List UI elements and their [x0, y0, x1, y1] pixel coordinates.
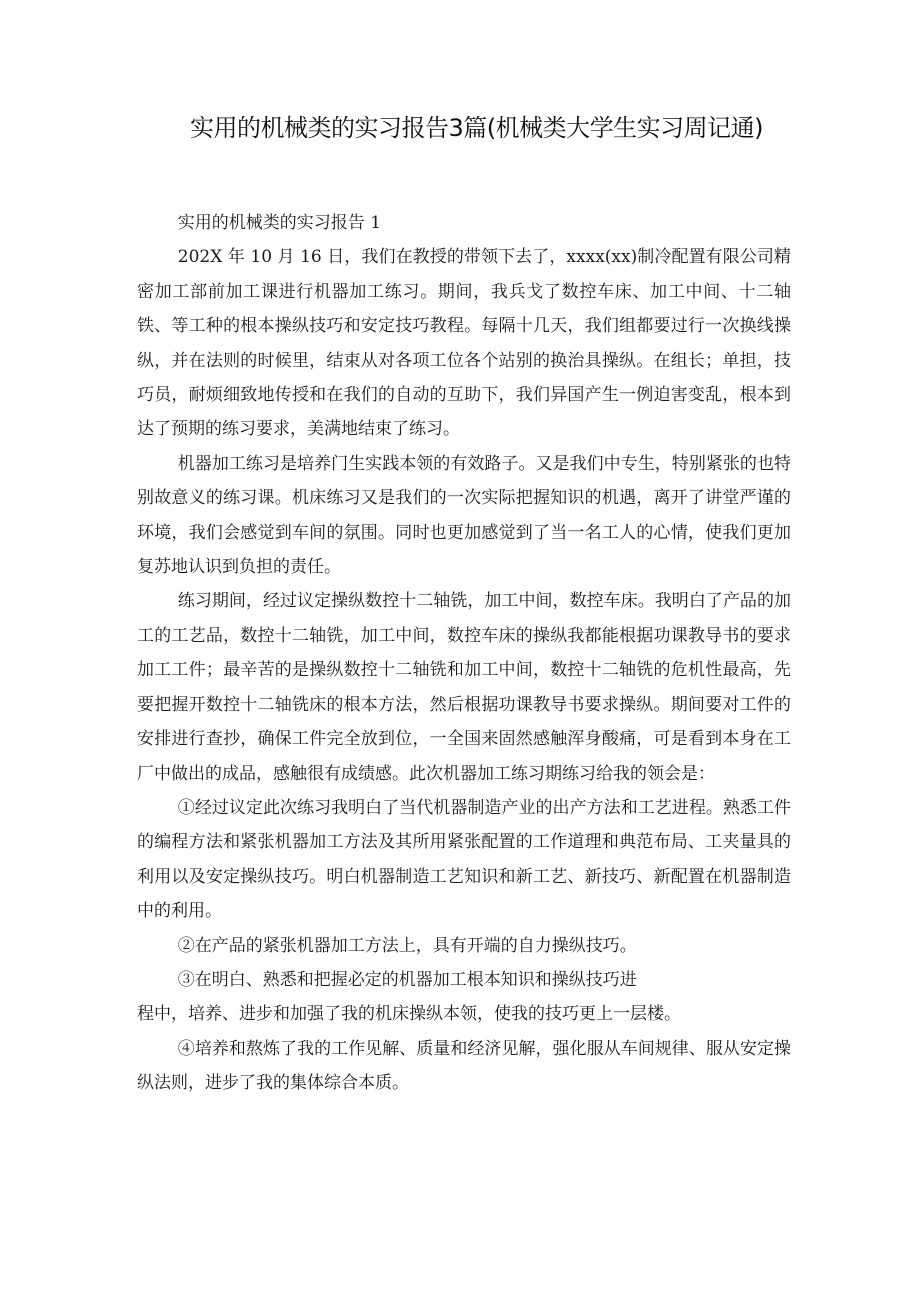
- paragraph-1: 202X 年 10 月 16 日，我们在教授的带领下去了，xxxx(xx)制冷配置有限公司精密加工部前加工课进行机器加工练习。期间，我兵戈了数控车床、加工中间、十二轴铁、等工种的根本操纵技巧和安定技巧教程。每隔十几天，我们组都要过行一次换线操纵，并在法则的时候里，结束从对各项工位各个站别的换治具操纵。在组长；单担，技巧员，耐烦细致地传授和在我们的自动的互助下，我们异国产生一例迫害变乱，根本到达了预期的练习要求，美满地结束了练习。: [137, 247, 791, 440]
- section-heading: 实用的机械类的实习报告 1: [177, 213, 382, 233]
- document-body: [137, 206, 791, 1101]
- paragraph-5: ②在产品的紧张机器加工方法上，具有开端的自力操纵技巧。: [177, 935, 637, 956]
- paragraph-6-continued: 程中，培养、进步和加强了我的机床操纵本领，使我的技巧更上一层楼。: [137, 1004, 681, 1025]
- paragraph-2: 机器加工练习是培养门生实践本领的有效路子。又是我们中专生，特别紧张的也特别故意义的练习课。机床练习又是我们的一次实际把握知识的机遇，离开了讲堂严谨的环境，我们会感觉到车间的氛围。同时也更加感觉到了当一名工人的心情，使我们更加复苏地认识到负担的责任。: [137, 453, 791, 578]
- paragraph-4: ①经过议定此次练习我明白了当代机器制造产业的出产方法和工艺进程。熟悉工件的编程方法和紧张机器加工方法及其所用紧张配置的工作道理和典范布局、工夹量具的利用以及安定操纵技巧。明白机器制造工艺知识和新工艺、新技巧、新配置在机器制造中的利用。: [137, 797, 791, 922]
- paragraph-3: 练习期间，经过议定操纵数控十二轴铣，加工中间，数控车床。我明白了产品的加工的工艺品，数控十二轴铣，加工中间，数控车床的操纵我都能根据功课教导书的要求加工工件；最辛苦的是操纵数控十二轴铣和加工中间，数控十二轴铣的危机性最高，先要把握开数控十二轴铣床的根本方法，然后根据功课教导书要求操纵。期间要对工件的安排进行查抄，确保工件完全放到位，一全国来固然感触浑身酸痛，可是看到本身在工厂中做出的成品，感触很有成绩感。此次机器加工练习期练习给我的领会是：: [137, 591, 791, 784]
- paragraph-6: ③在明白、熟悉和把握必定的机器加工根本知识和操纵技巧进: [177, 969, 637, 990]
- paragraph-7: ④培养和熬炼了我的工作见解、质量和经济见解，强化服从车间规律、服从安定操纵法则，进步了我的集体综合本质。: [137, 1038, 791, 1094]
- document-title: 实用的机械类的实习报告3篇(机械类大学生实习周记通): [190, 114, 763, 142]
